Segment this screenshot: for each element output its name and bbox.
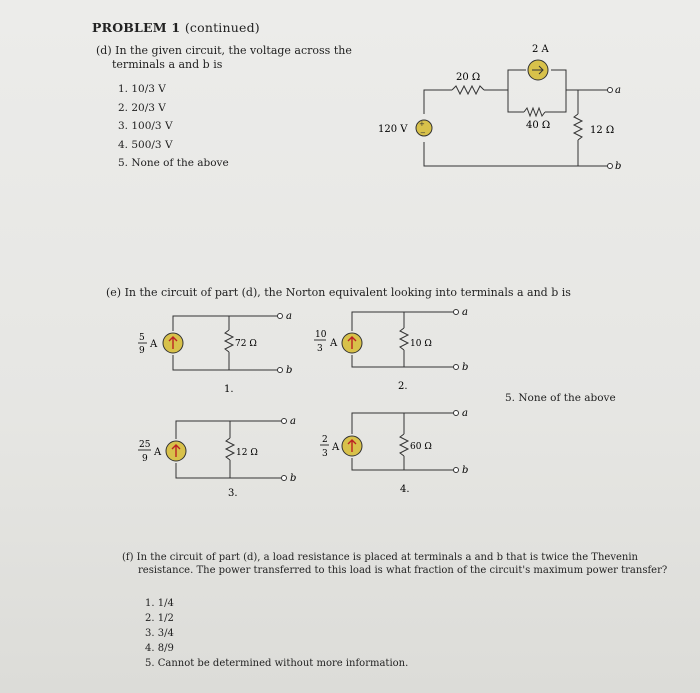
svg-text:b: b — [462, 465, 469, 476]
part-e-option-5[interactable]: 5. None of the above — [505, 392, 616, 404]
svg-text:A: A — [154, 447, 162, 458]
terminal-b-icon — [278, 368, 283, 373]
part-d-choice-1[interactable]: 1. 10/3 V — [118, 83, 166, 95]
option-4-label: 4. — [400, 484, 410, 495]
label-40-ohm: 40 Ω — [526, 120, 551, 131]
part-f-choice-2[interactable]: 2. 1/2 — [145, 613, 174, 624]
svg-text:b: b — [462, 362, 469, 373]
label-12-ohm: 12 Ω — [590, 125, 615, 136]
option-1-label: 1. — [224, 384, 234, 395]
label-20-ohm: 20 Ω — [456, 72, 481, 83]
svg-text:b: b — [286, 365, 293, 376]
svg-text:2: 2 — [322, 435, 328, 445]
part-f-choice-1[interactable]: 1. 1/4 — [145, 598, 174, 609]
part-f-question-line1: (f) In the circuit of part (d), a load resistance is placed at terminals a and b that is twice the Thevenin — [122, 552, 638, 563]
terminal-a-icon — [454, 411, 459, 416]
svg-text:5: 5 — [139, 333, 145, 343]
part-f-choices — [145, 596, 408, 671]
option-3-label: 3. — [228, 488, 238, 499]
svg-text:A: A — [150, 339, 158, 350]
norton-option-1 — [138, 311, 292, 395]
terminal-a-icon — [454, 310, 459, 315]
svg-text:12 Ω: 12 Ω — [236, 448, 258, 458]
label-terminal-a: a — [615, 85, 621, 96]
svg-text:72 Ω: 72 Ω — [235, 339, 257, 349]
svg-text:3: 3 — [317, 344, 323, 354]
svg-text:+: + — [419, 120, 425, 128]
part-d-choice-2[interactable]: 2. 20/3 V — [118, 101, 166, 114]
part-e-question: (e) In the circuit of part (d), the Norton equivalent looking into terminals a and b is — [106, 286, 571, 299]
svg-text:a: a — [462, 408, 468, 419]
svg-text:10: 10 — [315, 330, 327, 340]
part-d-choice-4[interactable]: 4. 500/3 V — [118, 138, 173, 151]
svg-text:3: 3 — [322, 449, 328, 459]
terminal-b-icon — [454, 365, 459, 370]
svg-text:a: a — [290, 416, 296, 427]
part-d-choice-3[interactable]: 3. 100/3 V — [118, 120, 173, 132]
terminal-b-icon — [282, 476, 287, 481]
terminal-b-icon — [454, 468, 459, 473]
svg-text:b: b — [290, 473, 297, 484]
part-f-choice-5[interactable]: 5. Cannot be determined without more information. — [145, 658, 409, 669]
norton-option-2 — [314, 307, 468, 392]
label-120v: 120 V — [378, 124, 408, 135]
svg-text:25: 25 — [139, 440, 151, 450]
part-f-choice-4[interactable]: 4. 8/9 — [145, 643, 174, 654]
svg-text:9: 9 — [142, 454, 148, 464]
svg-text:−: − — [420, 129, 426, 137]
part-d-question-line2: terminals a and b is — [112, 58, 223, 71]
terminal-a-icon — [278, 314, 283, 319]
svg-text:a: a — [286, 311, 292, 322]
label-2a: 2 A — [532, 44, 549, 55]
norton-option-4 — [320, 408, 468, 495]
svg-text:9: 9 — [139, 346, 145, 356]
svg-text:10 Ω: 10 Ω — [410, 339, 432, 349]
terminal-a-icon — [282, 419, 287, 424]
part-f-question-line2: resistance. The power transferred to this load is what fraction of the circuit's maximum power transfer? — [138, 565, 668, 576]
svg-text:A: A — [330, 338, 338, 349]
svg-text:a: a — [462, 307, 468, 318]
part-d-question-line1: (d) In the given circuit, the voltage across the — [96, 44, 352, 57]
option-2-label: 2. — [398, 381, 408, 392]
svg-text:A: A — [332, 442, 340, 453]
part-f-choice-3[interactable]: 3. 3/4 — [145, 628, 174, 639]
label-terminal-b: b — [615, 161, 622, 172]
svg-text:60 Ω: 60 Ω — [410, 442, 432, 452]
part-d-choice-5[interactable]: 5. None of the above — [118, 157, 229, 169]
problem-title: PROBLEM 1 (continued) — [92, 20, 260, 35]
norton-option-3 — [138, 416, 296, 499]
